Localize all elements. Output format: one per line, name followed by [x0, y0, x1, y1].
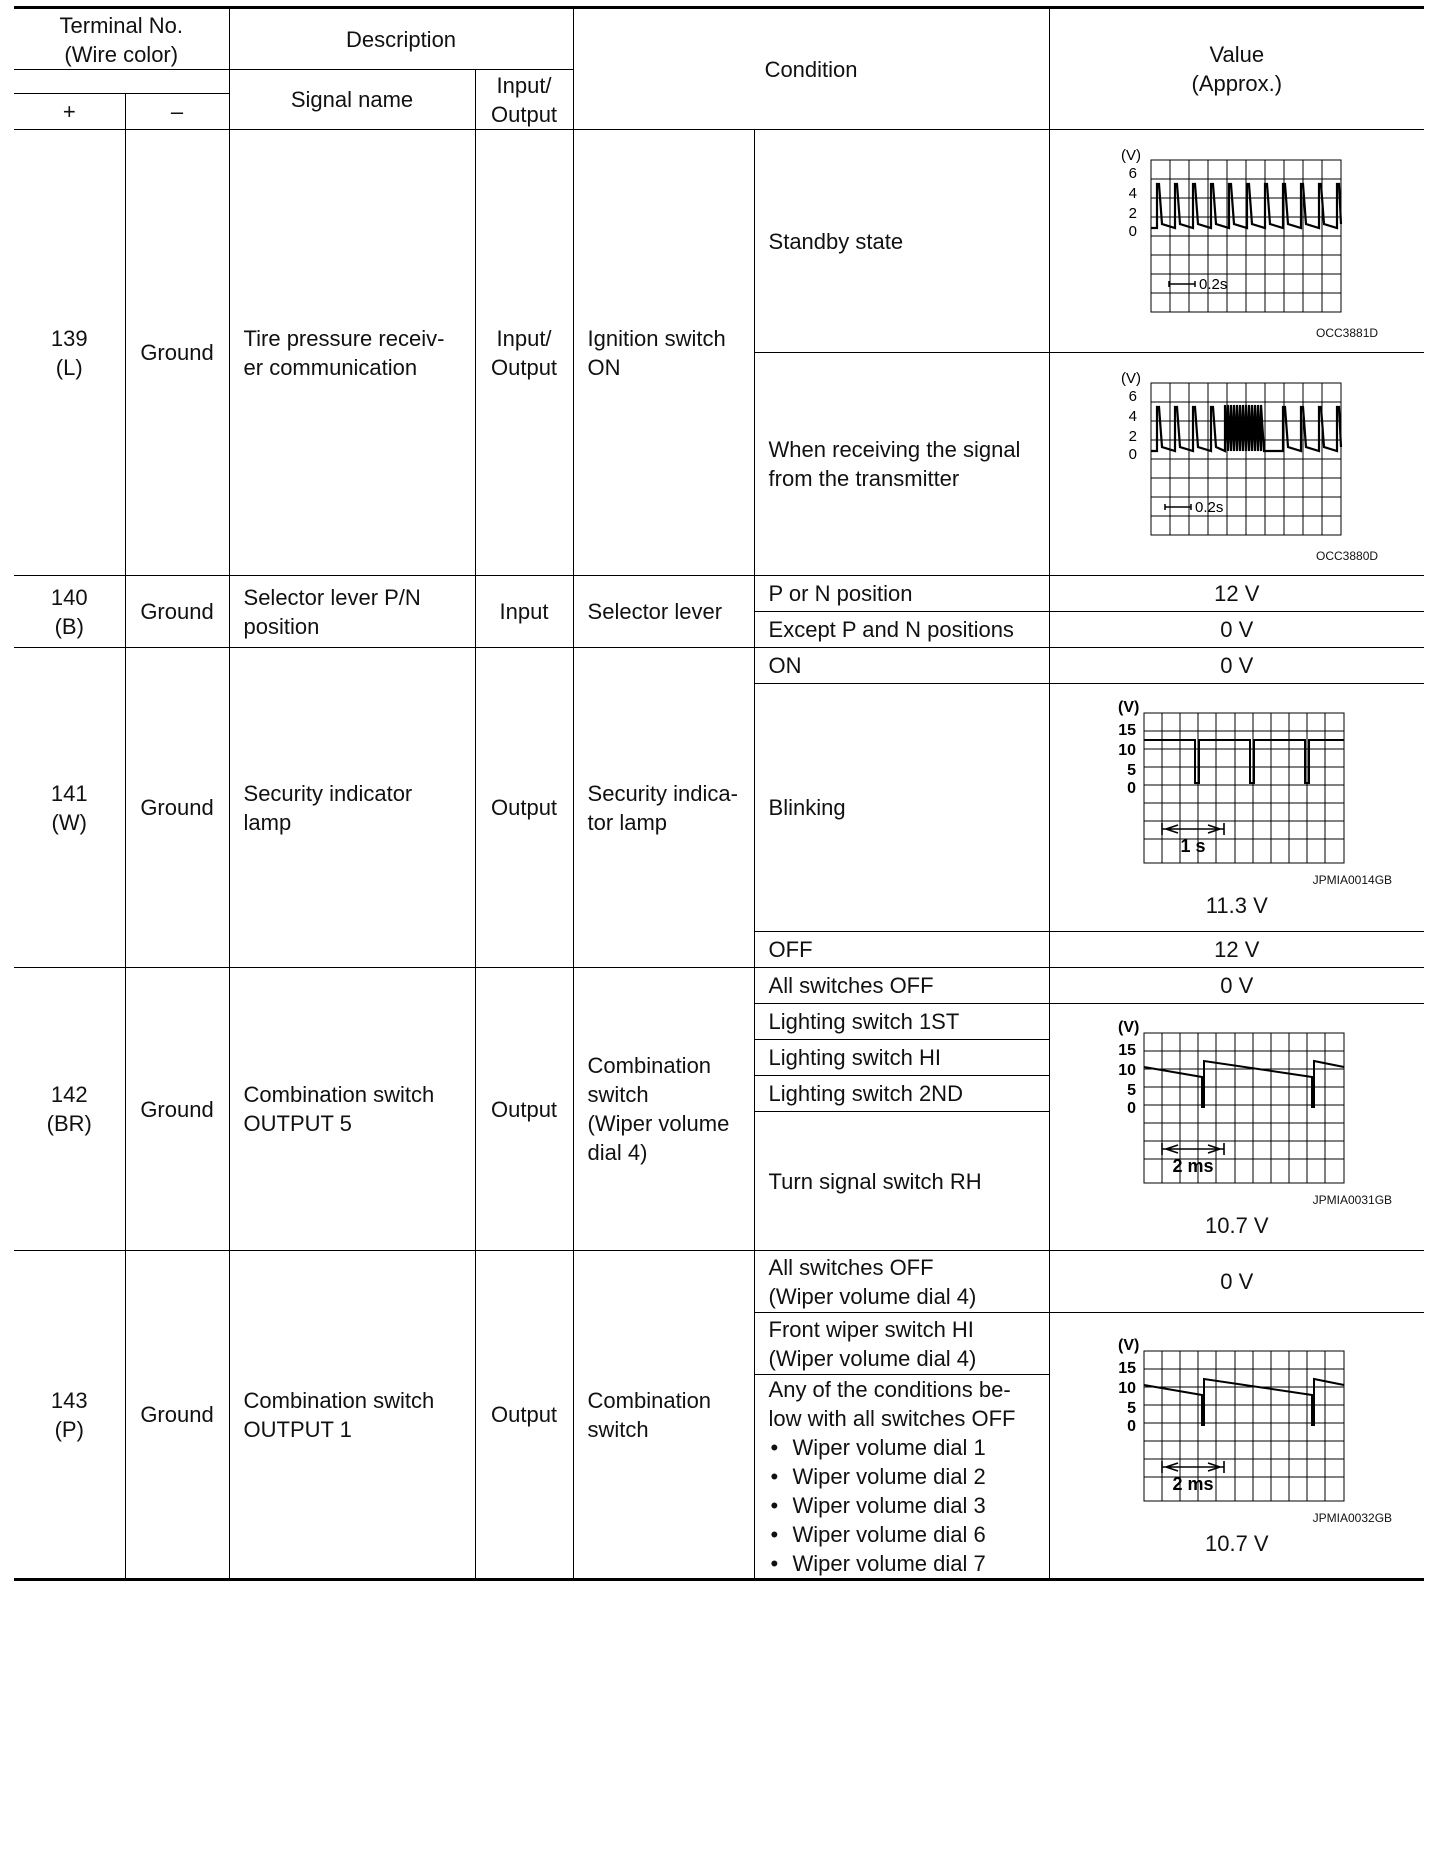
wave-time: 0.2s: [1198, 276, 1228, 293]
value-141-blinking: 11.3 V: [1205, 893, 1268, 918]
tick-label: 6: [1128, 165, 1137, 182]
subcondition-142-3: Lighting switch HI: [754, 1040, 1049, 1076]
condition-142: Combination switch (Wiper volume dial 4): [573, 968, 754, 1251]
ground-143: Ground: [125, 1251, 229, 1580]
subcondition-142-2: Lighting switch 1ST: [754, 1004, 1049, 1040]
tick-label: 0: [1128, 446, 1137, 463]
header-terminal: Terminal No. (Wire color): [14, 8, 229, 70]
tick-label: 0: [1126, 780, 1136, 797]
tick-label: 5: [1126, 762, 1136, 779]
subcondition-141-2: Blinking: [754, 684, 1049, 932]
tick-label: 2: [1128, 205, 1137, 222]
tick-label: 6: [1128, 388, 1137, 405]
condition-143: Combination switch: [573, 1251, 754, 1580]
ground-140: Ground: [125, 576, 229, 648]
subcondition-142-4: Lighting switch 2ND: [754, 1076, 1049, 1112]
list-item: • Wiper volume dial 2: [769, 1462, 1035, 1491]
signal-142: Combination switch OUTPUT 5: [229, 968, 475, 1251]
value-139-2: [1049, 353, 1424, 576]
terminal-table: [14, 6, 1424, 1581]
waveform-143: [1092, 1333, 1382, 1505]
value-139-1: [1049, 130, 1424, 353]
header-signal-name: Signal name: [229, 70, 475, 130]
tick-label: 10: [1118, 742, 1136, 759]
io-143: Output: [475, 1251, 573, 1580]
tick-label: 5: [1126, 1400, 1136, 1417]
ground-139: Ground: [125, 130, 229, 576]
wiper-dial-list: [769, 1433, 1035, 1578]
subcondition-140-2: Except P and N positions: [754, 612, 1049, 648]
waveform-142: [1092, 1015, 1382, 1187]
header-plus: +: [14, 94, 125, 130]
figure-code: OCC3880D: [1316, 549, 1379, 563]
header-value: Value (Approx.): [1049, 8, 1424, 130]
subcondition-141-1: ON: [754, 648, 1049, 684]
figure-code: JPMIA0031GB: [1312, 1192, 1393, 1207]
subcondition-142-5: Turn signal switch RH: [754, 1112, 1049, 1251]
value-143-1: 0 V: [1049, 1251, 1424, 1313]
signal-143: Combination switch OUTPUT 1: [229, 1251, 475, 1580]
subcondition-139-1: Standby state: [754, 130, 1049, 353]
subcondition-141-3: OFF: [754, 932, 1049, 968]
tick-label: 4: [1128, 408, 1137, 425]
value-141-2: [1049, 684, 1424, 932]
condition-141: Security indica- tor lamp: [573, 648, 754, 968]
wave-time: 0.2s: [1194, 499, 1224, 516]
tick-label: 4: [1128, 185, 1137, 202]
subcondition-139-2: When receiving the signal from the transmitter: [754, 353, 1049, 576]
header-description: Description: [229, 8, 573, 70]
condition-139: Ignition switch ON: [573, 130, 754, 576]
figure-code: OCC3881D: [1316, 326, 1379, 340]
subcondition-143-3: [754, 1375, 1049, 1580]
signal-140: Selector lever P/N position: [229, 576, 475, 648]
tick-label: 10: [1118, 1380, 1136, 1397]
io-139: Input/ Output: [475, 130, 573, 576]
wave-unit: (V): [1120, 147, 1141, 164]
header-condition: Condition: [573, 8, 1049, 130]
terminal-142: 142 (BR): [14, 968, 125, 1251]
wave-unit: (V): [1117, 1018, 1140, 1036]
tick-label: 10: [1118, 1061, 1136, 1079]
tick-label: 2: [1128, 428, 1137, 445]
tick-label: 15: [1118, 1041, 1136, 1059]
list-item: • Wiper volume dial 1: [769, 1433, 1035, 1462]
value-140-1: 12 V: [1049, 576, 1424, 612]
subcondition-143-1: All switches OFF (Wiper volume dial 4): [754, 1251, 1049, 1313]
subcondition-143-3-text: Any of the conditions be- low with all switches OFF: [768, 1377, 1016, 1431]
io-140: Input: [475, 576, 573, 648]
terminal-140: 140 (B): [14, 576, 125, 648]
value-143-2: [1049, 1313, 1424, 1580]
condition-140: Selector lever: [573, 576, 754, 648]
signal-139: Tire pressure receiv- er communication: [229, 130, 475, 576]
wave-time: 1 s: [1180, 836, 1206, 856]
wave-time: 2 ms: [1172, 1474, 1214, 1494]
tick-label: 0: [1126, 1418, 1136, 1435]
tick-label: 15: [1118, 1360, 1136, 1377]
figure-code: JPMIA0014GB: [1312, 873, 1393, 887]
header-minus: –: [125, 94, 229, 130]
tick-label: 5: [1126, 1081, 1136, 1099]
subcondition-142-1: All switches OFF: [754, 968, 1049, 1004]
header-io: Input/ Output: [475, 70, 573, 130]
terminal-141: 141 (W): [14, 648, 125, 968]
subcondition-143-2: Front wiper switch HI (Wiper volume dial 4): [754, 1313, 1049, 1375]
list-item: • Wiper volume dial 6: [769, 1520, 1035, 1549]
waveform-139-receiving: [1107, 365, 1367, 545]
value-142-1: 0 V: [1049, 968, 1424, 1004]
figure-code: JPMIA0032GB: [1312, 1511, 1393, 1525]
subcondition-140-1: P or N position: [754, 576, 1049, 612]
io-141: Output: [475, 648, 573, 968]
value-141-1: 0 V: [1049, 648, 1424, 684]
waveform-141-blinking: [1092, 695, 1382, 867]
value-141-3: 12 V: [1049, 932, 1424, 968]
list-item: • Wiper volume dial 3: [769, 1491, 1035, 1520]
ground-142: Ground: [125, 968, 229, 1251]
io-142: Output: [475, 968, 573, 1251]
value-142-2: [1049, 1004, 1424, 1251]
list-item: • Wiper volume dial 7: [769, 1549, 1035, 1578]
signal-141: Security indicator lamp: [229, 648, 475, 968]
value-142-waveform: 10.7 V: [1204, 1212, 1269, 1238]
header-terminal-cont: [14, 70, 229, 94]
value-140-2: 0 V: [1049, 612, 1424, 648]
wave-unit: (V): [1120, 370, 1141, 387]
wave-unit: (V): [1117, 1337, 1140, 1354]
value-143-waveform: 10.7 V: [1204, 1531, 1269, 1556]
terminal-143: 143 (P): [14, 1251, 125, 1580]
waveform-139-standby: [1107, 142, 1367, 322]
wave-unit: (V): [1117, 699, 1140, 716]
tick-label: 0: [1126, 1099, 1136, 1117]
wave-time: 2 ms: [1172, 1155, 1214, 1176]
ground-141: Ground: [125, 648, 229, 968]
tick-label: 15: [1118, 722, 1136, 739]
terminal-139: 139 (L): [14, 130, 125, 576]
tick-label: 0: [1128, 223, 1137, 240]
